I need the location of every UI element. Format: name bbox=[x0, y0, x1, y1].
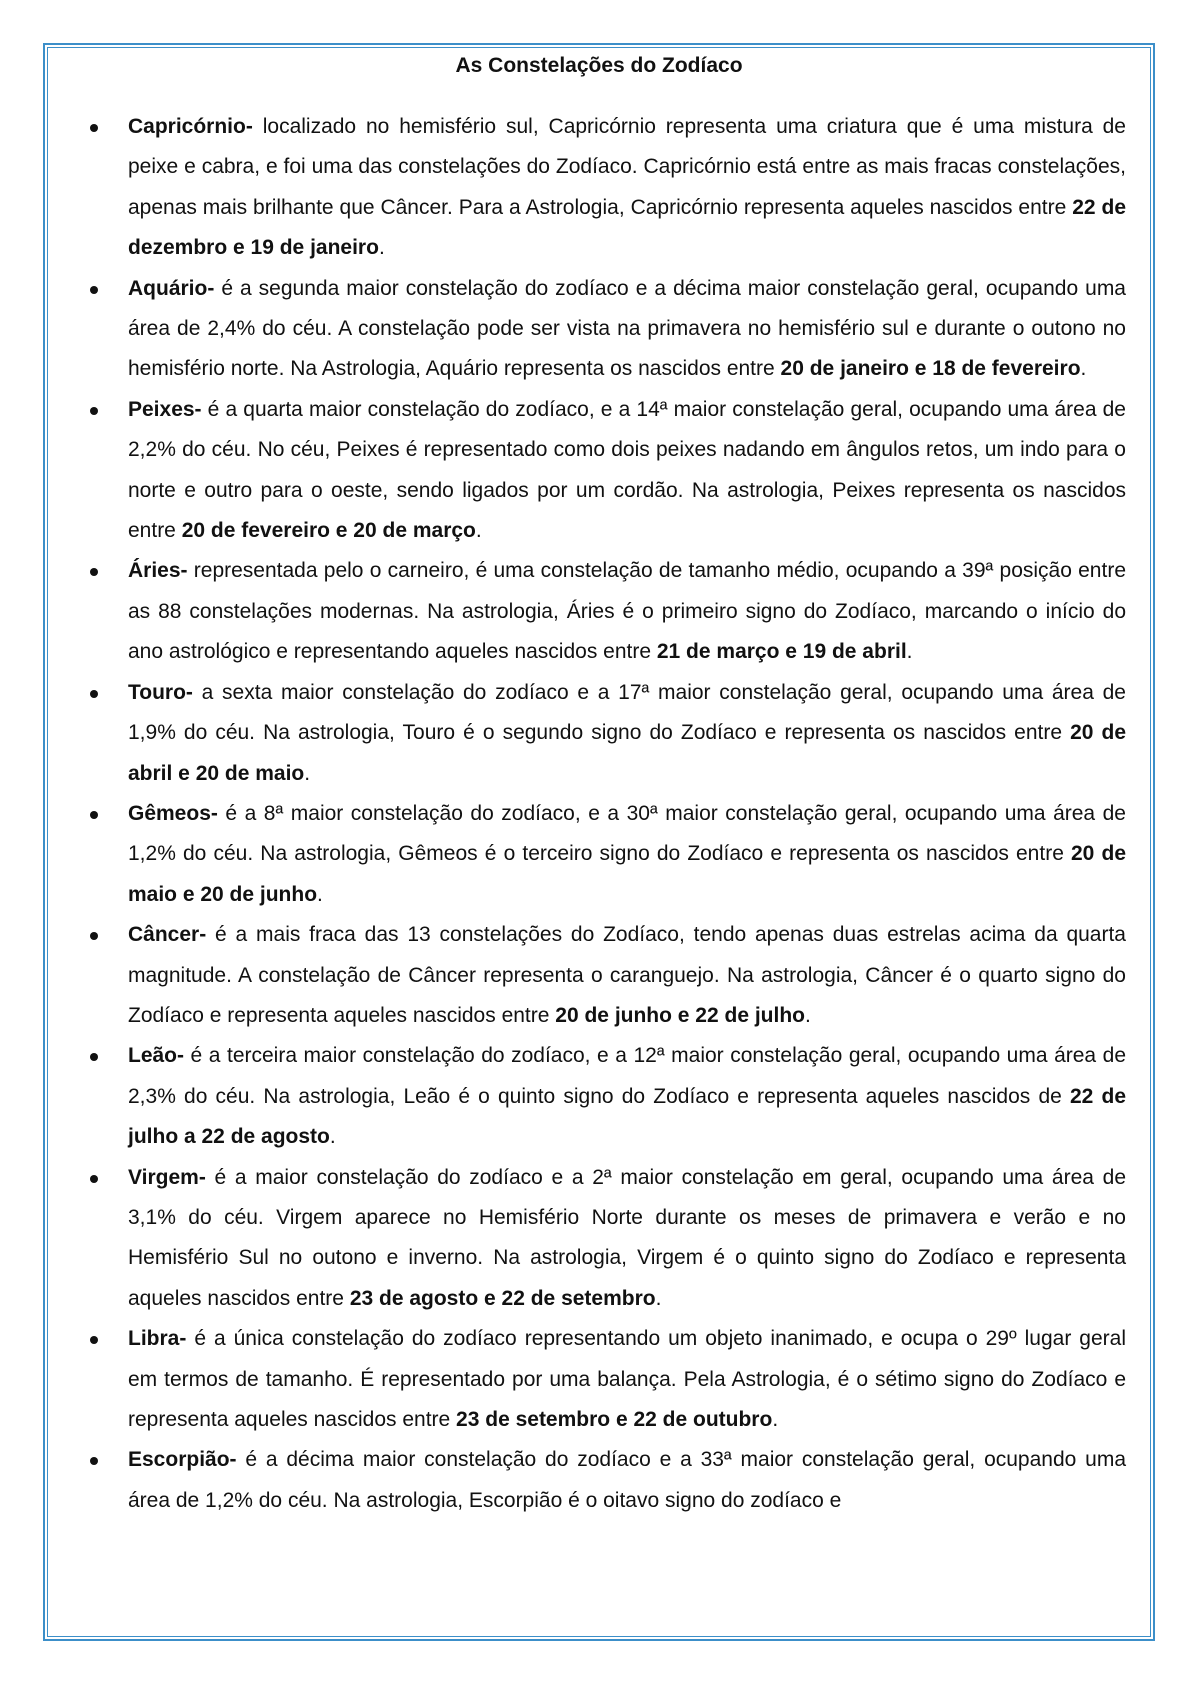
bullet-icon bbox=[90, 690, 98, 698]
bullet-icon bbox=[90, 811, 98, 819]
entry-end: . bbox=[317, 882, 323, 906]
entry-name: Capricórnio- bbox=[128, 115, 253, 138]
entry-end: . bbox=[655, 1286, 662, 1310]
page-border-inner bbox=[47, 47, 1151, 1637]
entry-text: é a décima maior constelação do zodíaco e a 33ª maior constelação geral, ocupando uma área de 1,2% do céu. Na astrologia, Escorpião é o oitavo signo do zodíaco e bbox=[128, 1448, 1126, 1512]
list-item-libra bbox=[48, 1319, 1150, 1440]
entry-dates: 20 de maio e 20 de junho bbox=[128, 842, 1126, 906]
entry-dates: 21 de março e 19 de abril bbox=[656, 640, 907, 664]
bullet-icon bbox=[90, 407, 98, 415]
entry-name: Áries- bbox=[128, 559, 188, 583]
list-item-capricornio bbox=[48, 107, 1150, 269]
entry-text: é a mais fraca das 13 constelações do Zodíaco, tendo apenas duas estrelas acima da quarta magnitude. A constelação de Câncer representa o caranguejo. Na astrologia, Câncer é o quarto signo do Zodíaco e representa aqueles nascidos entre bbox=[128, 923, 1126, 1027]
entry-text: é a quarta maior constelação do zodíaco, e a 14ª maior constelação geral, ocupando uma área de 2,2% do céu. No céu, Peixes é representado como dois peixes nadando em ângulos retos, um indo para o norte e outro para o oeste, sendo ligados por um cordão. Na astrologia, Peixes representa os nascidos entre bbox=[128, 397, 1126, 543]
entry-dates: 23 de setembro e 22 de outubro bbox=[456, 1408, 773, 1431]
entry-text: é a terceira maior constelação do zodíaco, e a 12ª maior constelação geral, ocupando uma área de 2,3% do céu. Na astrologia, Leão é o quinto signo do Zodíaco e representa aqueles nascidos de bbox=[128, 1044, 1126, 1108]
list-item-aquario bbox=[48, 269, 1150, 390]
entry-dates: 20 de junho e 22 de julho bbox=[555, 1003, 805, 1027]
entry-name: Virgem- bbox=[128, 1165, 206, 1189]
list-item-virgem bbox=[48, 1158, 1150, 1320]
list-item-leao bbox=[48, 1036, 1150, 1157]
entry-dates: 20 de janeiro e 18 de fevereiro bbox=[780, 357, 1081, 381]
entry-text: representada pelo o carneiro, é uma constelação de tamanho médio, ocupando a 39ª posição entre as 88 constelações modernas. Na astrologia, Áries é o primeiro signo do Zodíaco, marcando o início do ano astrológico e representando aqueles nascidos entre bbox=[128, 559, 1126, 664]
list-item-aries bbox=[48, 551, 1150, 672]
list-item-escorpiao bbox=[48, 1440, 1150, 1521]
entry-text: é a segunda maior constelação do zodíaco e a décima maior constelação geral, ocupando uma área de 2,4% do céu. A constelação pode ser vista na primavera no hemisfério sul e durante o outono no hemisfério norte. Na Astrologia, Aquário representa os nascidos entre bbox=[128, 276, 1126, 381]
entry-dates: 20 de fevereiro e 20 de março bbox=[181, 519, 476, 543]
entry-dates: 20 de abril e 20 de maio bbox=[128, 721, 1126, 785]
list-item-cancer bbox=[48, 915, 1150, 1036]
entry-text: é a maior constelação do zodíaco e a 2ª maior constelação em geral, ocupando uma área de 3,1% do céu. Virgem aparece no Hemisfério Norte durante os meses de primavera e verão e no Hemisfério Sul no outono e inverno. Na astrologia, Virgem é o quinto signo do Zodíaco e representa aqueles nascidos entre bbox=[128, 1165, 1126, 1310]
bullet-icon bbox=[90, 568, 98, 576]
entry-end: . bbox=[906, 640, 913, 664]
entry-name: Peixes- bbox=[128, 397, 202, 421]
entry-name: Leão- bbox=[128, 1044, 185, 1068]
entry-name: Câncer- bbox=[128, 923, 207, 947]
entry-text: a sexta maior constelação do zodíaco e a 17ª maior constelação geral, ocupando uma área de 1,9% do céu. Na astrologia, Touro é o segundo signo do Zodíaco e representa os nascidos entre bbox=[128, 680, 1126, 745]
bullet-icon bbox=[90, 286, 98, 294]
entry-name: Touro- bbox=[128, 680, 193, 704]
entry-dates: 22 de julho a 22 de agosto bbox=[128, 1084, 1126, 1149]
entry-end: . bbox=[805, 1003, 811, 1027]
bullet-icon bbox=[90, 1053, 98, 1061]
entry-name: Libra- bbox=[128, 1327, 187, 1351]
list-item-peixes bbox=[48, 390, 1150, 552]
entry-dates: 22 de dezembro e 19 de janeiro bbox=[128, 195, 1126, 260]
entry-end: . bbox=[772, 1408, 779, 1431]
bullet-icon bbox=[90, 1457, 98, 1465]
entry-name: Gêmeos- bbox=[128, 801, 218, 825]
entry-text: é a única constelação do zodíaco representando um objeto inanimado, e ocupa o 29º lugar geral em termos de tamanho. É representado por uma balança. Pela Astrologia, é o sétimo signo do Zodíaco e representa aqueles nascidos entre bbox=[128, 1327, 1126, 1431]
entry-end: . bbox=[1080, 357, 1087, 381]
entry-end: . bbox=[378, 236, 385, 260]
entry-end: . bbox=[329, 1125, 336, 1149]
list-item-touro bbox=[48, 673, 1150, 794]
bullet-icon bbox=[90, 1175, 98, 1183]
entry-text: é a 8ª maior constelação do zodíaco, e a 30ª maior constelação geral, ocupando uma área de 1,2% do céu. Na astrologia, Gêmeos é o terceiro signo do Zodíaco e representa os nascidos entre bbox=[128, 801, 1126, 866]
entry-name: Aquário- bbox=[128, 276, 215, 300]
entry-name: Escorpião- bbox=[128, 1448, 237, 1472]
page-title: As Constelações do Zodíaco bbox=[455, 54, 743, 77]
entry-end: . bbox=[304, 761, 311, 785]
constellation-list bbox=[48, 107, 1150, 1521]
list-item-gemeos bbox=[48, 794, 1150, 915]
entry-dates: 23 de agosto e 22 de setembro bbox=[349, 1286, 656, 1310]
entry-end: . bbox=[475, 519, 482, 543]
bullet-icon bbox=[90, 1336, 98, 1344]
bullet-icon bbox=[90, 932, 98, 940]
entry-text: localizado no hemisfério sul, Capricórnio representa uma criatura que é uma mistura de peixe e cabra, e foi uma das constelações do Zodíaco. Capricórnio está entre as mais fracas constelações, apenas mais brilhante que Câncer. Para a Astrologia, Capricórnio representa aqueles nascidos entre bbox=[128, 115, 1126, 219]
bullet-icon bbox=[90, 124, 98, 132]
